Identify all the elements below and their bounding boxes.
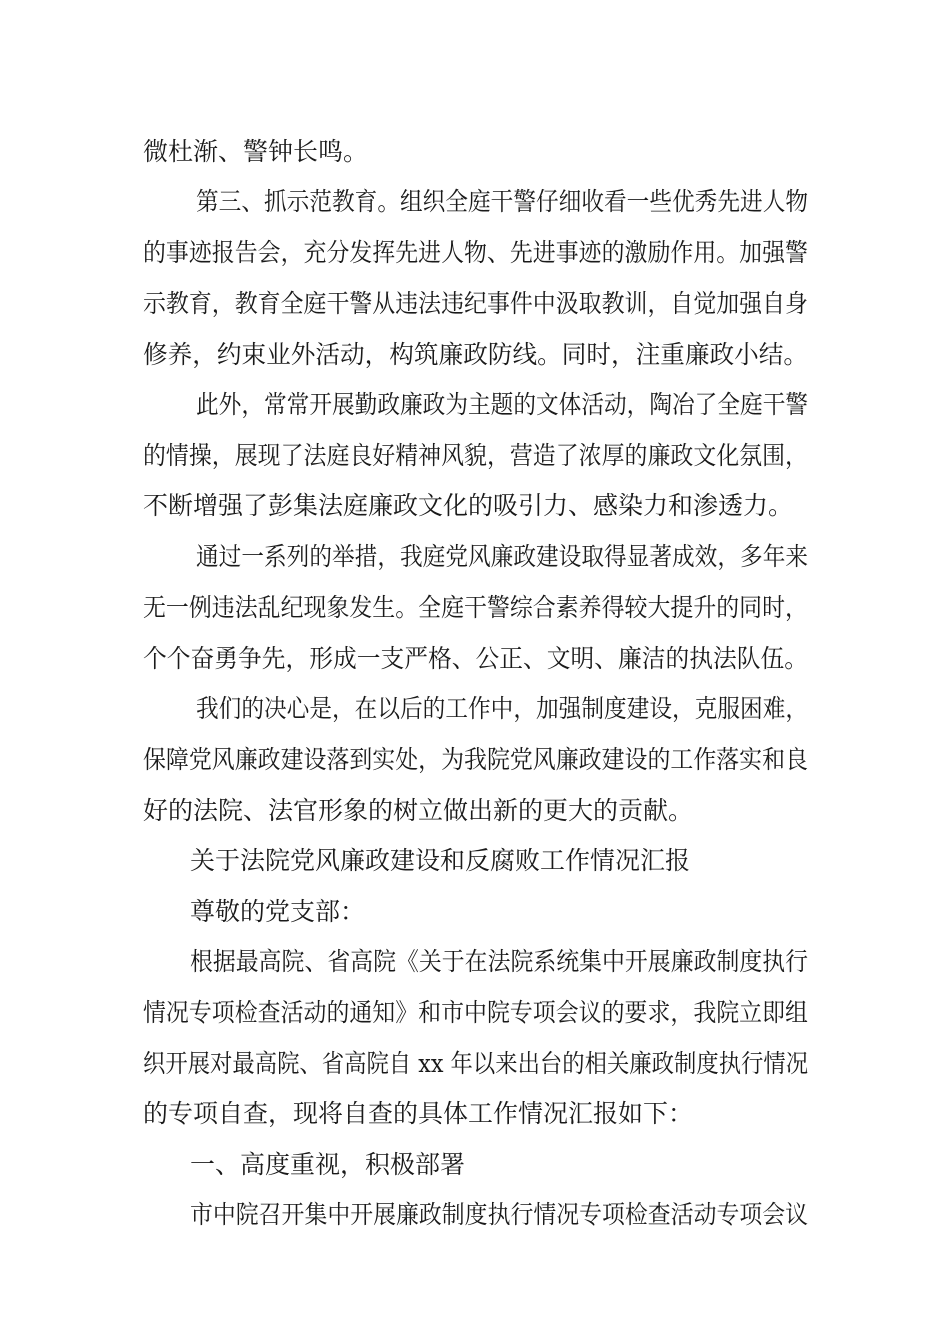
paragraph-first-line: 此外，常常开展勤政廉政为主题的文体活动，陶冶了全庭干警 <box>196 390 809 419</box>
text-line: 织开展对最高院、省高院自 xx 年以来出台的相关廉政制度执行情况 <box>143 1049 809 1078</box>
paragraph-first-line: 我们的决心是，在以后的工作中，加强制度建设，克服困难， <box>196 694 809 723</box>
text-line: 的专项自查，现将自查的具体工作情况汇报如下： <box>143 1099 694 1128</box>
paragraph-first-line: 市中院召开集中开展廉政制度执行情况专项检查活动专项会议 <box>190 1200 809 1229</box>
section-heading: 一、高度重视，积极部署 <box>190 1150 466 1179</box>
salutation: 尊敬的党支部： <box>190 897 366 926</box>
text-line: 微杜渐、警钟长鸣。 <box>143 137 369 166</box>
text-line: 不断增强了彭集法庭廉政文化的吸引力、感染力和渗透力。 <box>143 491 794 520</box>
paragraph-first-line: 根据最高院、省高院《关于在法院系统集中开展廉政制度执行 <box>190 947 809 976</box>
text-line: 示教育，教育全庭干警从违法违纪事件中汲取教训，自觉加强自身 <box>143 289 808 318</box>
text-line: 无一例违法乱纪现象发生。全庭干警综合素养得较大提升的同时， <box>143 593 808 622</box>
text-line: 的事迹报告会，充分发挥先进人物、先进事迹的激励作用。加强警 <box>143 238 808 267</box>
text-line: 的情操，展现了法庭良好精神风貌，营造了浓厚的廉政文化氛围， <box>143 441 808 470</box>
paragraph-first-line: 第三、抓示范教育。组织全庭干警仔细收看一些优秀先进人物 <box>196 187 809 216</box>
text-line: 保障党风廉政建设落到实处，为我院党风廉政建设的工作落实和良 <box>143 745 808 774</box>
section-title: 关于法院党风廉政建设和反腐败工作情况汇报 <box>190 846 691 875</box>
text-line: 个个奋勇争先，形成一支严格、公正、文明、廉洁的执法队伍。 <box>143 644 809 673</box>
paragraph-first-line: 通过一系列的举措，我庭党风廉政建设取得显著成效，多年来 <box>196 542 809 571</box>
text-line: 好的法院、法官形象的树立做出新的更大的贡献。 <box>143 796 694 825</box>
text-line: 情况专项检查活动的通知》和市中院专项会议的要求，我院立即组 <box>143 998 808 1027</box>
text-line: 修养，约束业外活动，构筑廉政防线。同时，注重廉政小结。 <box>143 340 809 369</box>
